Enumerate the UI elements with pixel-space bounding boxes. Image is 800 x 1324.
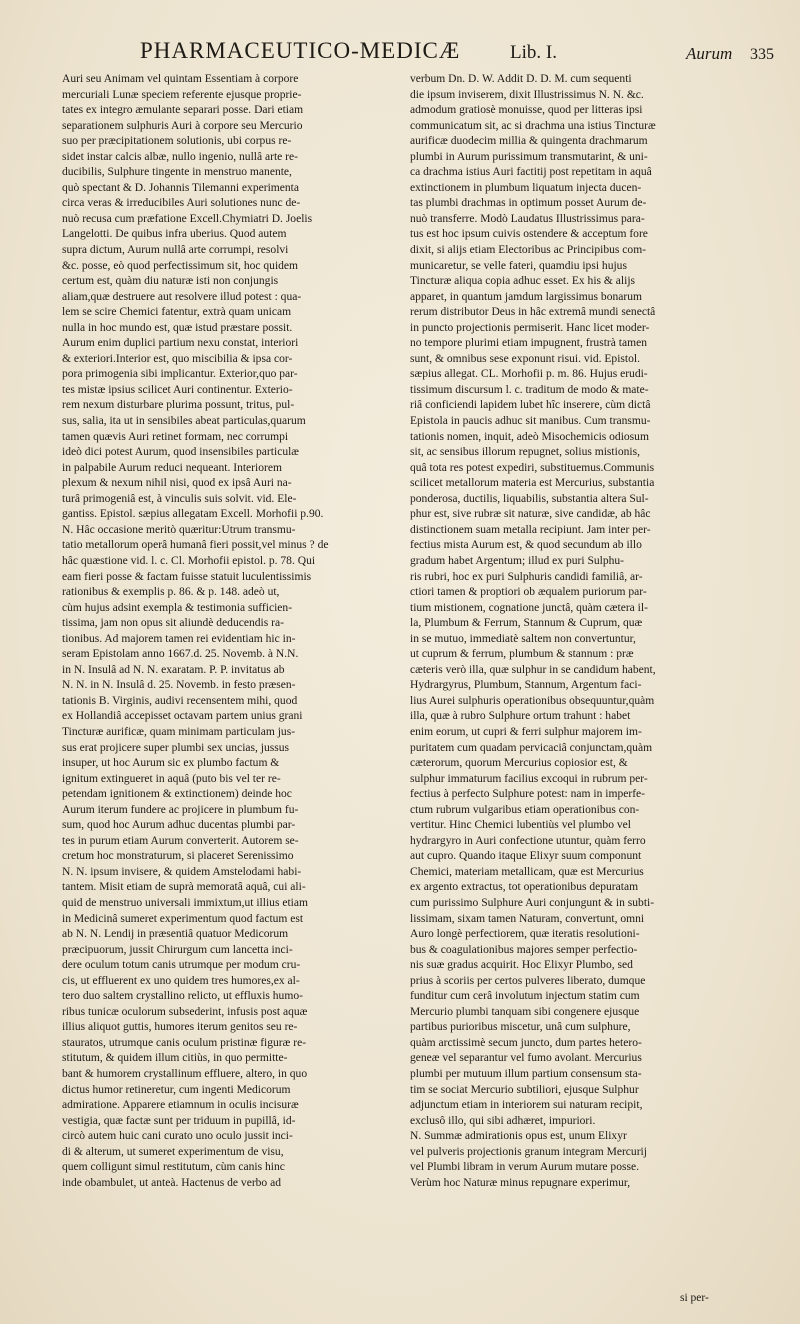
text-line: vestigia, quæ factæ sunt per triduum in pupillâ, id- [62,1114,296,1127]
text-line: tatio metallorum operâ humanâ fieri possit,vel minus ? de [62,539,329,552]
text-line: mercuriali Lunæ speciem referente ejusque proprie- [62,88,302,101]
text-line: tationis B. Virginis, audivi recensentem mihi, quod [62,694,298,707]
text-line: ponderosa, ductilis, liquabilis, substantia altera Sul- [410,492,649,505]
text-line: bus & coagulationibus majores semper perfectio- [410,943,638,956]
text-line: & exteriori.Interior est, quo miscibilia & ipsa cor- [62,352,293,365]
right-text-column [410,72,745,1191]
text-line: nuò transferre. Modò Laudatus Illustrissimus para- [410,212,645,225]
text-line: partibus purioribus miscetur, unâ cum sulphure, [410,1021,631,1034]
text-line: prius à scoriis per certos pulveres liberato, dumque [410,974,646,987]
text-line: rationibus & exemplis p. 86. & p. 148. adeò ut, [62,586,280,599]
text-line: tationis nomen, inquit, adeò Misochemicis odiosum [410,430,649,443]
text-line: seram Epistolam anno 1667.d. 25. Novemb. à N.N. [62,648,299,661]
text-line: petendam ignitionem & extinctionem) deinde hoc [62,788,292,801]
text-line: N. Summæ admirationis opus est, unum Elixyr [410,1130,627,1143]
text-line: sus erat projicere super plumbi sex uncias, jussus [62,741,290,754]
text-line: quem colligunt simul restitutum, cùm canis hinc [62,1161,285,1174]
text-line: admiratione. Apparere etiamnum in oculis incisuræ [62,1099,299,1112]
section-heading: Aurum [686,44,733,63]
text-line: die ipsum inviserem, dixit Illustrissimus N. N. &c. [410,88,644,101]
text-line: hydrargyro in Auri confectione utuntur, quàm ferro [410,834,646,847]
text-line: puritatem cum quadam pervicaciâ conjunctam,quàm [410,741,653,754]
text-line: ut cuprum & ferrum, plumbum & stannum : præ [410,648,634,661]
text-line: tium mistionem, cognatione junctâ, quàm cætera il- [410,601,648,614]
text-line: ideò dici potest Aurum, quod insensibiles particulæ [62,446,300,459]
text-line: fectius à perfecto Sulphure potest: nam in imperfe- [410,788,646,801]
book-marker: Lib. I. [510,42,557,63]
text-line: dere oculum totum canis utrumque per modum cru- [62,959,301,972]
text-line: ctiori tamen & proptiori ob æqualem puriorum par- [410,586,647,599]
text-line: quàm arctissimè secum juncto, dum partes hetero- [410,1036,642,1049]
catchword: si per- [680,1292,709,1304]
text-line: quid de menstruo universali immixtum,ut illius etiam [62,896,308,909]
text-line: hâc quæstione vid. l. c. Cl. Morhofii epistol. p. 78. Qui [62,554,316,567]
text-line: insuper, ut hoc Aurum sic ex plumbo factum & [62,757,280,770]
text-line: plumbi in Aurum purissimum transmutarint, & uni- [410,150,648,163]
text-line: suo per præcipitationem solutionis, ubi corpus re- [62,135,292,148]
text-line: sus, salia, ita ut in sensibiles abeat particulas,quarum [62,415,306,428]
text-line: ribus tunicæ oculorum subsederint, infusis post aquæ [62,1005,308,1018]
text-line: Auro longè perfectiorem, quæ iteratis resolutioni- [410,928,640,941]
text-line: tus est hoc ipsum cuivis ostendere & acceptum fore [410,228,648,241]
text-line: Verùm hoc Naturæ minus repugnare experimur, [410,1176,631,1189]
text-line: Aurum iterum fundere ac projicere in plumbum fu- [62,803,299,816]
text-line: rem nexum disturbare plurima possunt, tritus, pul- [62,399,295,412]
text-line: ris rubri, hoc ex puri Sulphuris candidi familiâ, ar- [410,570,643,583]
text-line: ca drachma istius Auri factitij post repetitam in aquâ [410,166,652,179]
text-line: illa, quæ à rubro Sulphure ortum trahunt : habet [410,710,631,723]
text-line: tionibus. Ad majorem tamen rei evidentiam hic in- [62,632,296,645]
text-line: extinctionem in plumbum liquatum injecta ducen- [410,181,642,194]
text-line: sæpius allegat. CL. Morhofii p. m. 86. Hujus erudi- [410,368,648,381]
text-line: rerum distributor Deus in hâc extremâ mundi senectâ [410,306,656,319]
text-line: scilicet metallorum materia est Mercurius, substantia [410,477,655,490]
running-title: PHARMACEUTICO-MEDICÆ [140,38,461,63]
text-line: circò autem huic cani curato uno oculo jussit inci- [62,1130,293,1143]
text-line: aurificæ duodecim millia & quingenta drachmarum [410,135,648,148]
text-line: Langelotti. De quibus infra uberius. Quod autem [62,228,287,241]
text-line: stitutum, & quidem illum citiùs, in quo permitte- [62,1052,288,1065]
text-line: illius aliquot guttis, humores iterum genitos seu re- [62,1021,298,1034]
text-line: sulphur immaturum facilius excoqui in rubrum per- [410,772,648,785]
text-line: aliam,quæ destruere aut resolvere illud potest : qua- [62,290,302,303]
text-line: tas plumbi drachmas in optimum posset Aurum de- [410,197,647,210]
text-line: verbum Dn. D. W. Addit D. D. M. cum sequenti [410,73,632,85]
text-line: lissimam, sixam tamen Naturam, convertunt, omni [410,912,645,925]
text-line: certum est, quàm diu naturæ isti non conjungis [62,275,279,288]
text-line: communicatum sit, ac si drachma una istius Tincturæ [410,119,656,132]
text-line: lem se scire Chemici fatentur, extrà quam unicam [62,306,292,319]
text-line: tim se sociat Mercurio subtiliori, ejusque Sulphur [410,1083,639,1096]
text-line: Epistola in paucis adhuc sit manibus. Cum transmu- [410,415,651,428]
text-line: ex Hollandiâ accepisset octavam partem unius grani [62,710,303,723]
text-line: distinctionem suam metalla recipiunt. Jam inter per- [410,523,651,536]
text-line: gantiss. Epistol. sæpius allegatam Excell. Morhofii p.90. [62,508,324,521]
text-line: &c. posse, eò quod perfectissimum sit, hoc quidem [62,259,299,272]
text-line: aut cupro. Quando itaque Elixyr suum componunt [410,850,642,863]
text-line: nuò recusa cum præfatione Excell.Chymiatri D. Joelis [62,212,313,225]
text-line: Tincturæ aliqua copia adhuc esset. Ex his & alijs [410,275,636,288]
text-line: circa veras & irreducibiles Auri solutiones nunc de- [62,197,301,210]
text-line: in Medicinâ sumeret experimentum quod factum est [62,912,304,925]
text-line: geneæ vel separantur vel fumo avolant. Mercurius [410,1052,642,1065]
text-line: cæteris verò illa, quæ sulphur in se candidum habent, [410,663,656,676]
text-line: sunt, & omnibus sese exponunt risui. vid. Epistol. [410,352,640,365]
text-line: la, Plumbum & Ferrum, Stannum & Cuprum, quæ [410,617,643,630]
left-text-column [62,72,394,1191]
text-line: Hydrargyrus, Plumbum, Stannum, Argentum faci- [410,679,642,692]
text-line: funditur cum cerâ involutum injectum statim cum [410,990,640,1003]
text-line: eam fieri posse & factam fuisse statuit luculentissimis [62,570,312,583]
text-line: quâ tota res potest expediri, substituemus.Communis [410,461,655,474]
text-line: Auri seu Animam vel quintam Essentiam à corpore [62,73,299,85]
text-line: nis suæ gradus acquirit. Hoc Elixyr Plumbo, sed [410,959,633,972]
text-line: stauratos, utrumque canis oculum pristinæ figuræ re- [62,1036,307,1049]
text-line: inde obambulet, ut anteà. Hactenus de verbo ad [62,1176,281,1189]
text-line: gradum habet Argentum; illud ex puri Sulphu- [410,554,625,567]
text-line: sit, ac sensibus illorum repugnet, solius mistionis, [410,446,640,459]
text-line: ab N. N. Lendij in præsentiâ quatuor Medicorum [62,928,289,941]
text-line: municaretur, se velle fateri, quamdiu ipsi hujus [410,259,627,272]
text-line: admodum gratiosè monuisse, quod per litteras ipsi [410,104,643,117]
text-line: Mercurio plumbi tanquam sibi congenere ejusque [410,1005,640,1018]
text-line: N. N. ipsum invisere, & quidem Amstelodami habi- [62,865,302,878]
text-line: in puncto projectionis permiserit. Hanc licet moder- [410,321,650,334]
text-line: enim eorum, ut cupri & ferri sulphur majorem im- [410,725,642,738]
page-number: 335 [750,46,774,63]
text-line: N. Hâc occasione meritò quæritur:Utrum transmu- [62,523,296,536]
text-line: tes in purum etiam Aurum converterit. Autorem se- [62,834,299,847]
text-line: sidet instar calcis albæ, nullo ingenio, nullâ arte re- [62,150,299,163]
text-line: cretum hoc monstraturum, si placeret Serenissimo [62,850,294,863]
text-line: bant & humorem crystallinum effluere, altero, in quo [62,1068,308,1080]
text-line: tes mistæ ipsius scilicet Auri continentur. Exterio- [62,383,293,396]
text-line: dictus humor retineretur, cum ingenti Medicorum [62,1083,291,1096]
text-line: di & alterum, ut sumeret experimentum de visu, [62,1145,284,1158]
text-line: vertitur. Hinc Chemici lubentiùs vel plumbo vel [410,819,631,832]
text-line: lius Aurei sulphuris operationibus obsequuntur,quàm [410,694,655,707]
text-line: cæterorum, quorum Mercurius copiosior est, & [410,757,628,770]
text-line: quò spectant & D. Johannis Tilemanni experimenta [62,181,299,194]
text-line: no tempore plurimi etiam impugnent, frustrà tamen [410,337,647,350]
text-line: exclusô illo, qui sibi adhæret, impuriori. [410,1114,596,1127]
text-line: sum, quod hoc Aurum adhuc ducentas plumbi par- [62,819,296,832]
text-line: ducibilis, Sulphure tingente in menstruo manente, [62,166,292,179]
text-line: apparet, in quantum jamdum largissimus bonarum [410,290,642,303]
text-line: cum purissimo Sulphure Auri conjungunt & in subti- [410,896,655,909]
text-line: fectius mista Aurum est, & quod secundum ab illo [410,539,642,552]
text-line: phur est, sive rubræ sit naturæ, sive candidæ, ab hâc [410,508,651,521]
text-line: vel pulveris projectionis granum integram Mercurij [410,1145,647,1158]
text-line: Aurum enim duplici partium nexu constat, interiori [62,337,299,350]
text-line: Tincturæ aurificæ, quam minimam particulam jus- [62,725,296,738]
text-line: adjunctum etiam in interiorem sui naturam recipit, [410,1099,643,1112]
text-line: plexum & nexum nihil nisi, quod ex ipsâ Auri na- [62,477,292,490]
text-line: tates ex integro æmulante separari posse. Dari etiam [62,104,304,117]
text-line: dixit, si alijs etiam Electoribus ac Principibus com- [410,244,647,257]
text-line: cis, ut effluerent ex uno quidem tres humores,ex al- [62,974,300,987]
text-line: cùm hujus adsint exempla & testimonia sufficien- [62,601,293,614]
text-line: in se mutuo, immediatè saltem non convertuntur, [410,632,636,645]
text-line: tissima, jam non opus sit aliundè deducendis ra- [62,617,284,630]
text-line: ctum rubrum vulgaribus etiam operationibus con- [410,803,640,816]
page-header [0,36,800,72]
text-line: in N. Insulâ ad N. N. exaratam. P. P. invitatus ab [62,663,285,676]
text-line: pora primogenia sibi implicantur. Exterior,quo par- [62,368,298,381]
text-line: tamen quævis Auri retinet formam, nec corrumpi [62,430,289,443]
text-line: nulla in hoc mundo est, quæ istud præstare possit. [62,321,293,334]
text-line: plumbi per mutuum illum partium consensum sta- [410,1068,642,1080]
text-line: tantem. Misit etiam de suprà memoratâ aquâ, cui ali- [62,881,306,894]
text-line: ignitum extingueret in aquâ (puto bis vel ter re- [62,772,281,785]
text-line: turâ primogeniâ est, à vinculis suis solvit. vid. Ele- [62,492,297,505]
text-line: tero duo saltem crystallino relicto, ut effluxis humo- [62,990,303,1003]
text-line: riâ conficiendi lapidem lubet hîc inserere, cùm dictâ [410,399,651,412]
text-line: separationem sulphuris Auri à corpore seu Mercurio [62,119,303,132]
text-line: præcipuorum, jussit Chirurgum cum lancetta inci- [62,943,293,956]
text-line: N. N. in N. Insulâ d. 25. Novemb. in festo præsen- [62,679,296,692]
text-line: ex argento extractus, tot operationibus depuratam [410,881,639,894]
text-line: in palpabile Aurum reduci nequeant. Interiorem [62,461,282,474]
text-line: vel Plumbi libram in verum Aurum mutare posse. [410,1161,639,1174]
text-line: supra dictum, Aurum nullâ arte corrumpi, resolvi [62,244,289,257]
text-line: tissimum discursum l. c. traditum de modo & mate- [410,383,649,396]
text-line: Chemici, materiam metallicam, quæ est Mercurius [410,865,644,878]
